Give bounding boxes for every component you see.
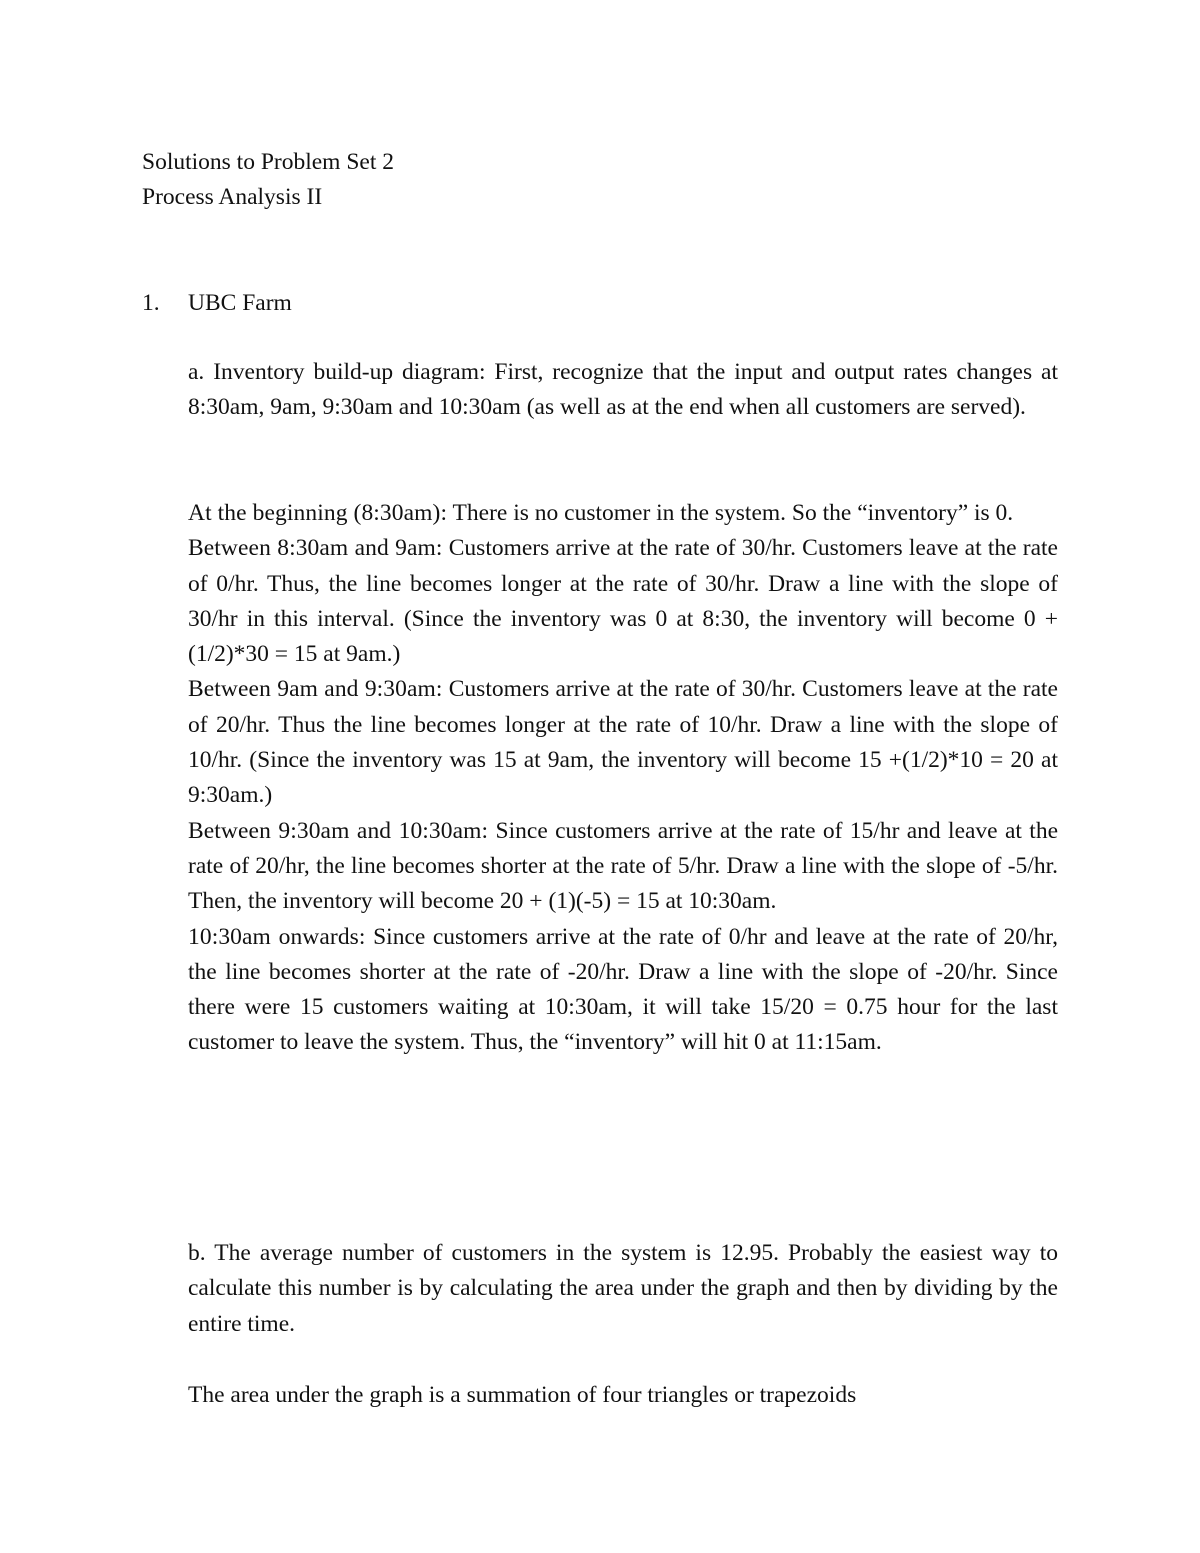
step-segment-1-text: Customers arrive at the rate of 30/hr. Customers leave at the rate of 0/hr. Thus, the line becomes longer at the rate of 30/hr. Draw a line with the slope of 30/hr in this interval. (Since the inventory was 0 at 8:30, the inventory will become 0 + (1/2)*30 = 15 at 9am.) [188,535,1058,668]
part-b-area [188,1378,1058,1413]
question-title: UBC Farm [188,290,292,316]
document-title: Solutions to Problem Set 2 [142,149,394,175]
part-a-intro [188,355,1058,426]
part-a-intro-text: a. Inventory build-up diagram: First, recognize that the input and output rates changes at 8:30am, 9am, 9:30am and 10:30am (as well as at the end when all customers are served). [188,359,1058,421]
step-segment-2-text: Customers arrive at the rate of 30/hr. Customers leave at the rate of 20/hr. Thus the line becomes longer at the rate of 10/hr. Draw a line with the slope of 10/hr. (Since the inventory was 15 at 9am, the inventory will become 15 +(1/2)*10 = 20 at 9:30am.) [188,676,1058,809]
step-segment-4 [188,920,1058,1061]
step-segment-3-text: Since customers arrive at the rate of 15/hr and leave at the rate of 20/hr, the line becomes shorter at the rate of 5/hr. Draw a line with the slope of -5/hr. Then, the inventory will become 20 + (1)(-5) = 15 at 10:30am. [188,817,1058,915]
step-segment-2-label: Between 9am and 9:30am: [188,676,443,703]
step-segment-2 [188,672,1058,813]
step-segment-4-text: Since customers arrive at the rate of 0/hr and leave at the rate of 20/hr, the line becomes shorter at the rate of -20/hr. Draw a line with the slope of -20/hr. Since there were 15 customers waiting at 10:30am, it will take 15/20 = 0.75 hour for the last customer to leave the system. Thus, the “inventory” will hit 0 at 11:15am. [188,923,1058,1056]
step-beginning-label: At the beginning (8:30am): [188,500,448,526]
step-segment-3 [188,814,1058,920]
step-segment-4-label: 10:30am onwards: [188,923,366,950]
step-segment-1-label: Between 8:30am and 9am: [188,535,443,562]
step-segment-3-label: Between 9:30am and 10:30am: [188,817,489,844]
step-beginning [188,496,1058,531]
part-b [188,1236,1058,1342]
part-b-area-text: The area under the graph is a summation of four triangles or trapezoids [188,1382,857,1408]
part-a-steps [188,496,1058,1061]
question-number: 1. [142,290,160,316]
document-subtitle: Process Analysis II [142,184,323,210]
step-beginning-text: There is no customer in the system. So the “inventory” is 0. [447,500,1014,526]
step-segment-1 [188,531,1058,672]
part-b-text: b. The average number of customers in the system is 12.95. Probably the easiest way to calculate this number is by calculating the area under the graph and then by dividing by the entire time. [188,1240,1058,1337]
